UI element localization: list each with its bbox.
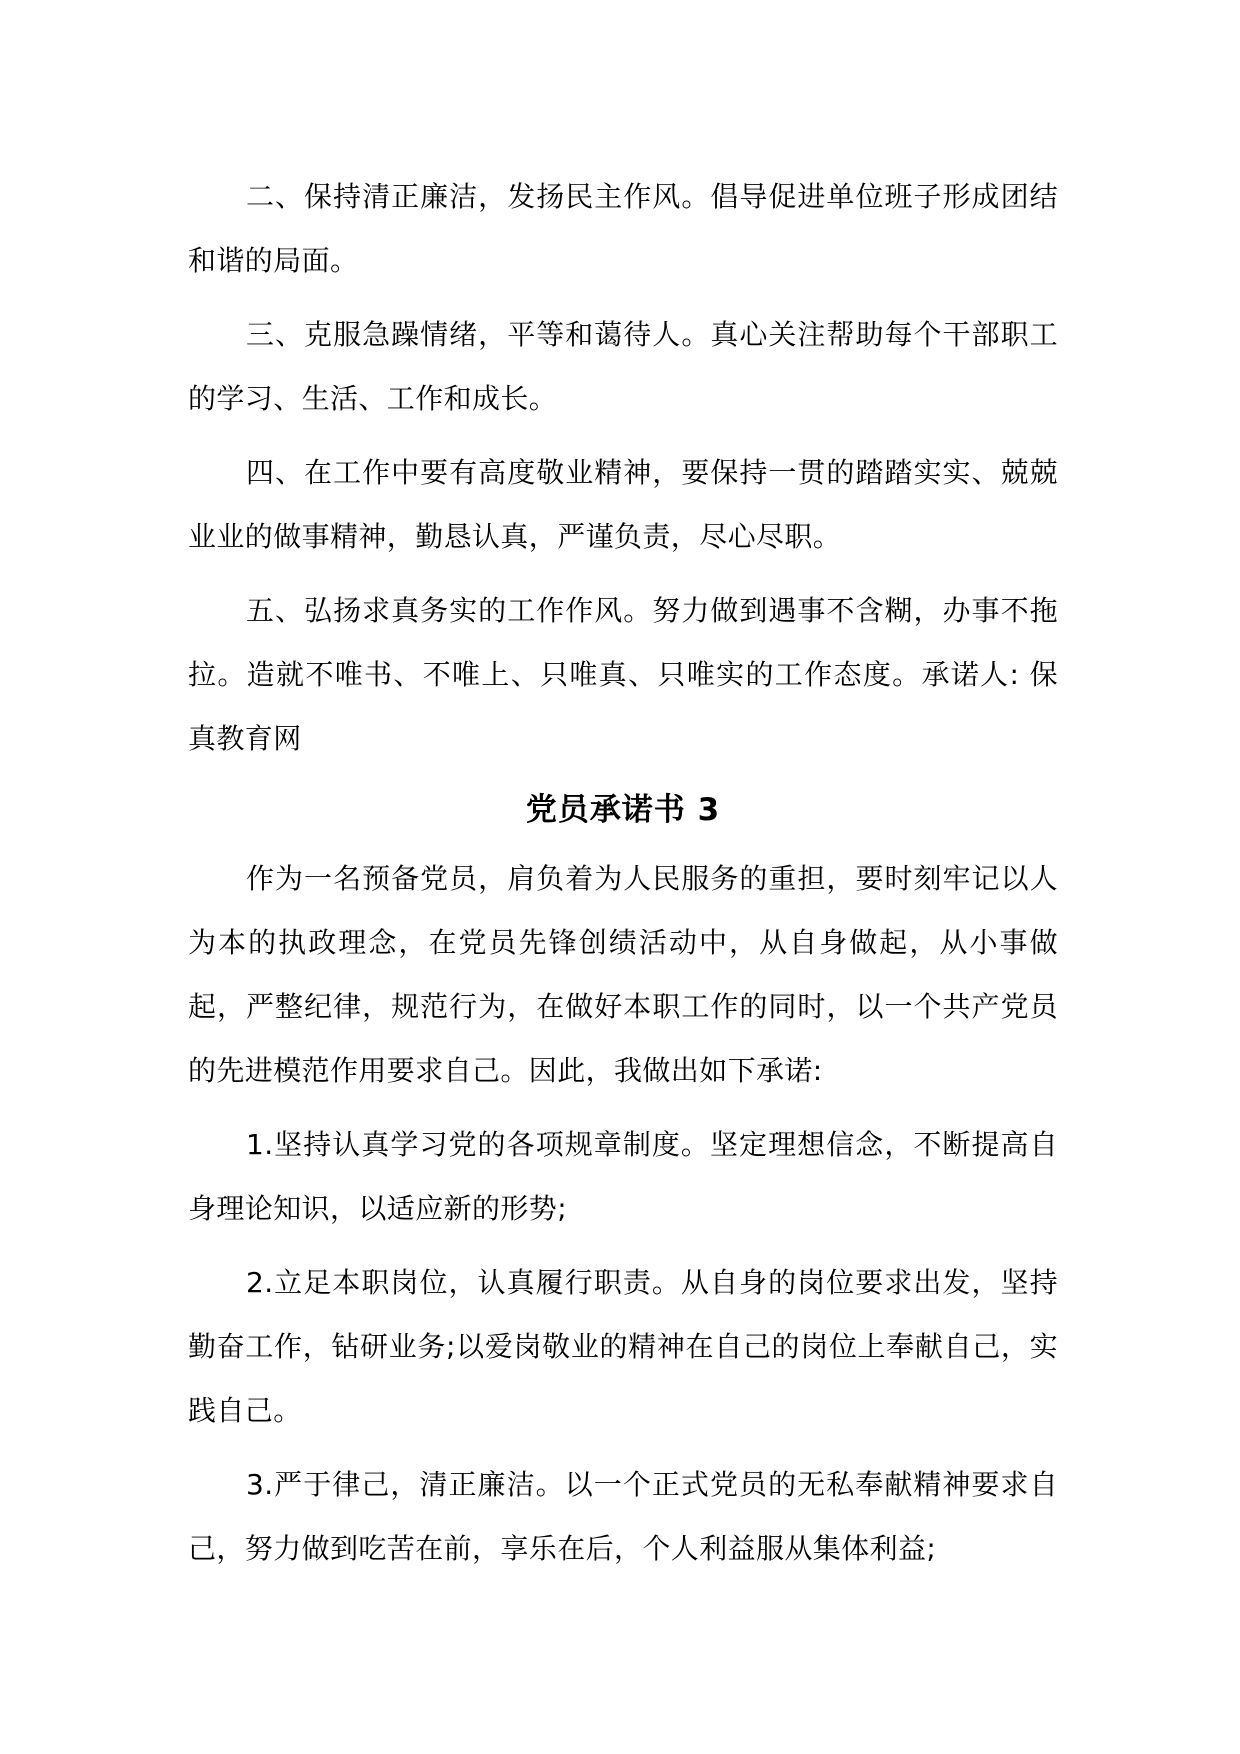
commitment-item-2: 2.立足本职岗位，认真履行职责。从自身的岗位要求出发，坚持勤奋工作，钻研业务;以爱岗敬业的精神在自己的岗位上奉献自己，实践自己。 (188, 1266, 1058, 1427)
intro-paragraph: 作为一名预备党员，肩负着为人民服务的重担，要时刻牢记以人为本的执政理念，在党员先锋创绩活动中，从自身做起，从小事做起，严整纪律，规范行为，在做好本职工作的同时，以一个共产党员的先进模范作用要求自己。因此，我做出如下承诺: (188, 862, 1058, 1087)
commitment-item-3: 3.严于律己，清正廉洁。以一个正式党员的无私奉献精神要求自己，努力做到吃苦在前，享乐在后，个人利益服从集体利益; (188, 1468, 1058, 1565)
paragraph-4: 四、在工作中要有高度敬业精神，要保持一贯的踏踏实实、兢兢业业的做事精神，勤恳认真，严谨负责，尽心尽职。 (188, 456, 1058, 553)
paragraph-2: 二、保持清正廉洁，发扬民主作风。倡导促进单位班子形成团结和谐的局面。 (188, 180, 1058, 277)
paragraph-3: 三、克服急躁情绪，平等和蔼待人。真心关注帮助每个干部职工的学习、生活、工作和成长。 (188, 318, 1058, 415)
document-body (188, 165, 1058, 1591)
paragraph-5: 五、弘扬求真务实的工作作风。努力做到遇事不含糊，办事不拖拉。造就不唯书、不唯上、只唯真、只唯实的工作态度。承诺人: 保真教育网 (188, 594, 1058, 755)
commitment-item-1: 1.坚持认真学习党的各项规章制度。坚定理想信念，不断提高自身理论知识，以适应新的形势; (188, 1128, 1058, 1225)
section-title: 党员承诺书 3 (525, 792, 721, 828)
